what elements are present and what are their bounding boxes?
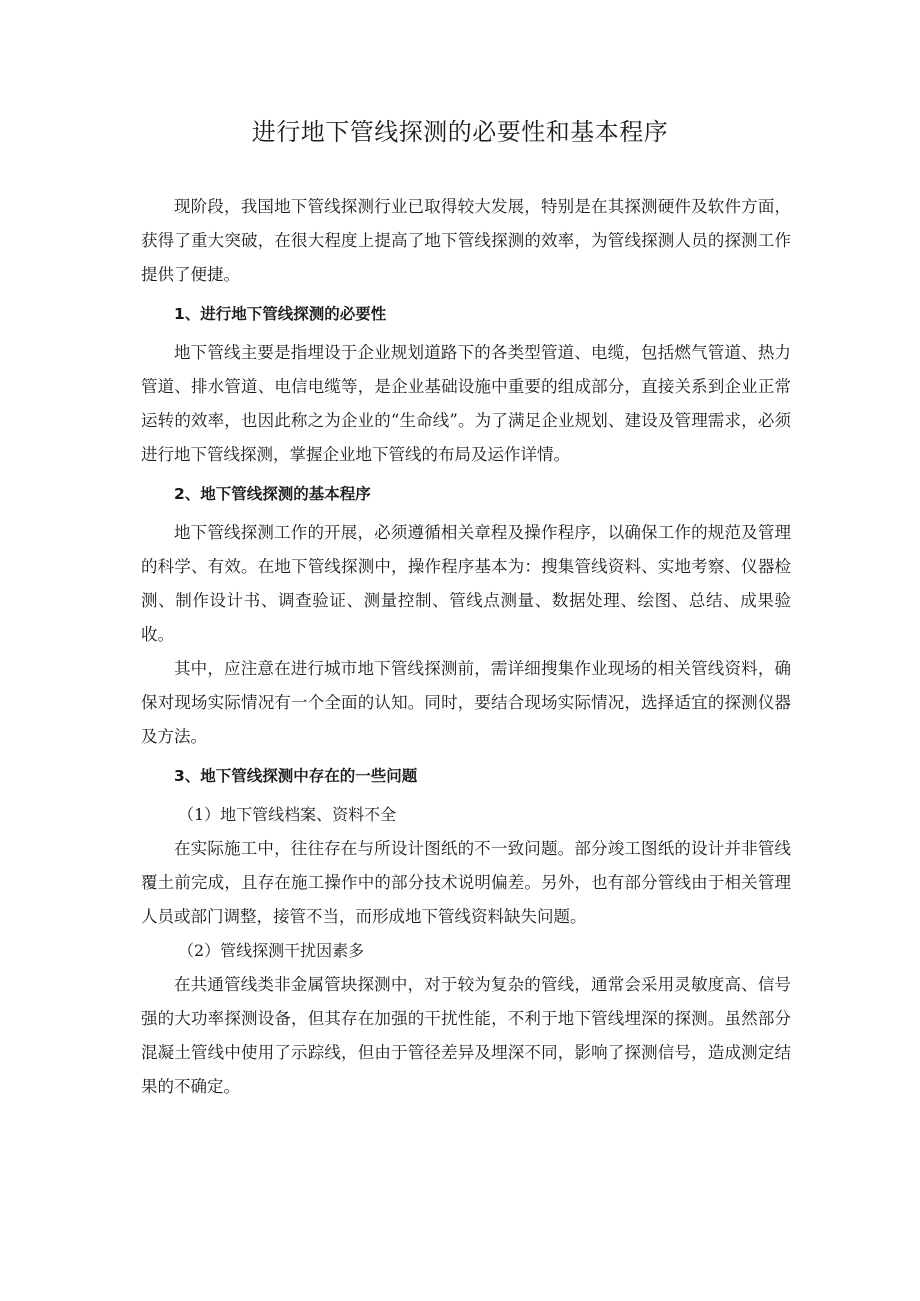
section-3-heading: 3、地下管线探测中存在的一些问题 — [174, 767, 418, 785]
section-3-sub-2-paragraph: 在共通管线类非金属管块探测中，对于较为复杂的管线，通常会采用灵敏度高、信号强的大功率探测设备，但其存在加强的干扰性能，不利于地下管线埋深的探测。虽然部分混凝土管线中使用了示踪线，但由于管径差异及埋深不同，影响了探测信号，造成测定结果的不确定。 — [141, 975, 791, 1096]
section-1-heading: 1、进行地下管线探测的必要性 — [174, 305, 387, 323]
section-2-heading: 2、地下管线探测的基本程序 — [174, 485, 371, 503]
section-3-sub-1-paragraph: 在实际施工中，往往存在与所设计图纸的不一致问题。部分竣工图纸的设计并非管线覆土前完成，且存在施工操作中的部分技术说明偏差。另外，也有部分管线由于相关管理人员或部门调整，接管不当，而形成地下管线资料缺失问题。 — [141, 839, 791, 926]
section-3-sub-2-heading: （2）管线探测干扰因素多 — [178, 941, 365, 960]
document-title: 进行地下管线探测的必要性和基本程序 — [251, 118, 669, 146]
section-2-paragraph-1: 地下管线探测工作的开展，必须遵循相关章程及操作程序，以确保工作的规范及管理的科学、有效。在地下管线探测中，操作程序基本为：搜集管线资料、实地考察、仪器检测、制作设计书、调查验证、测量控制、管线点测量、数据处理、绘图、总结、成果验收。 — [141, 523, 791, 644]
document-body — [141, 190, 791, 1104]
intro-paragraph: 现阶段，我国地下管线探测行业已取得较大发展，特别是在其探测硬件及软件方面，获得了重大突破，在很大程度上提高了地下管线探测的效率，为管线探测人员的探测工作提供了便捷。 — [141, 197, 791, 284]
section-3-sub-1-heading: （1）地下管线档案、资料不全 — [178, 805, 397, 824]
section-2-paragraph-2: 其中，应注意在进行城市地下管线探测前，需详细搜集作业现场的相关管线资料，确保对现场实际情况有一个全面的认知。同时，要结合现场实际情况，选择适宜的探测仪器及方法。 — [141, 659, 791, 746]
section-1-paragraph: 地下管线主要是指埋设于企业规划道路下的各类型管道、电缆，包括燃气管道、热力管道、排水管道、电信电缆等，是企业基础设施中重要的组成部分，直接关系到企业正常运转的效率，也因此称之为企业的“生命线”。为了满足企业规划、建设及管理需求，必须进行地下管线探测，掌握企业地下管线的布局及运作详情。 — [141, 343, 791, 464]
